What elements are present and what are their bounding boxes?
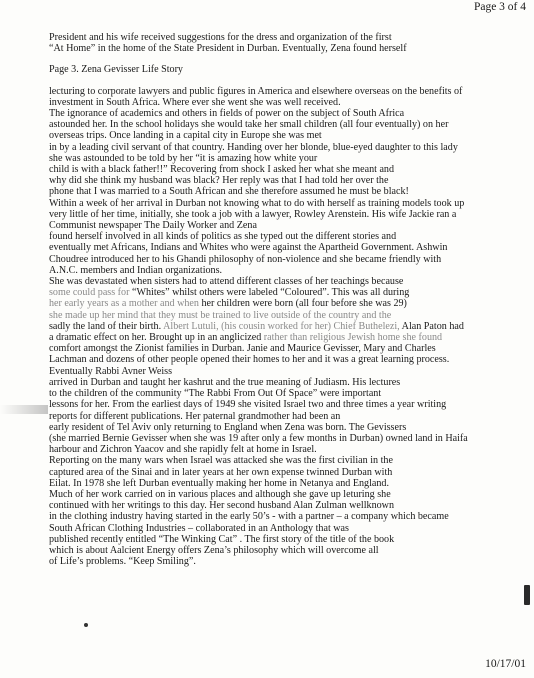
- body-line: child is with a black father!!” Recovering from shock I asked her what she meant and: [49, 164, 395, 176]
- text-segment: her children were born (all four before she was 29): [198, 298, 407, 310]
- body-line: Communist newspaper The Daily Worker and Zena: [49, 220, 257, 232]
- body-line: Choudree introduced her to his Ghandi philosophy of non-violence and she became friendly with: [49, 253, 442, 265]
- body-line: to the children of the community “The Rabbi From Out Of Space” were important: [49, 388, 382, 400]
- body-line: Within a week of her arrival in Durban not knowing what to do with herself as training models took up: [49, 197, 465, 209]
- body-line: very little of her time, initially, she took a job with a lawyer, Rowley Arenstein. His wife Jackie ran a: [49, 208, 457, 220]
- body-line: why did she think my husband was black? Her reply was that I had told her over the: [49, 175, 389, 187]
- faded-text-segment: some could pass for: [49, 287, 130, 299]
- body-line: Lachman and dozens of other people opened their homes to her and it was a great learning process.: [49, 354, 450, 366]
- text-segment: sadly the land of their birth.: [49, 320, 164, 332]
- body-line: (she married Bernie Gevisser when she was 19 after only a few months in Durban) owned land in Haifa: [49, 432, 468, 444]
- body-line: She was devastated when sisters had to attend different classes of her teachings because: [49, 276, 404, 288]
- faded-text-segment: her early years as a mother and when: [49, 298, 199, 310]
- body-line: early resident of Tel Aviv only returning to England when Zena was born. The Gevissers: [49, 421, 407, 433]
- body-line: published recently entitled “The Winking Cat” . The first story of the title of the book: [49, 533, 395, 545]
- scan-edge-mark: [524, 585, 530, 605]
- body-line: South African Clothing Industries – collaborated in an Anthology that was: [49, 522, 349, 534]
- section-title: Page 3. Zena Gevisser Life Story: [49, 64, 183, 76]
- body-line: continued with her writings to this day. Her second husband Alan Zulman wellknown: [49, 500, 394, 512]
- body-line: [49, 310, 529, 321]
- body-line: investment in South Africa. Where ever she went she was well received.: [49, 96, 341, 108]
- faded-text-segment: Albert Lutuli, (his cousin worked for her) Chief Buthelezi,: [163, 320, 400, 332]
- body-line: A.N.C. members and Indian organizations.: [49, 264, 223, 276]
- faded-text-segment: she made up her mind that they must be trained to live outside of the country and the: [49, 309, 392, 321]
- body-line: of Life’s problems. “Keep Smiling”.: [49, 556, 196, 568]
- body-line: which is about Aalcient Energy offers Zena’s philosophy which will overcome all: [49, 544, 379, 556]
- body-line: in by a leading civil servant of that country. Handing over her blonde, blue-eyed daughter to this lady: [49, 141, 458, 153]
- body-text: [49, 86, 529, 568]
- scan-speck: [84, 623, 88, 627]
- body-line: [49, 332, 529, 343]
- text-segment: “Whites” whilst others were labeled “Coloured”. This was all during: [129, 287, 410, 299]
- body-line: [49, 287, 529, 298]
- body-line: harbour and Zichron Yaacov and she rapidly felt at home in Israel.: [49, 444, 317, 456]
- body-line: [49, 298, 529, 309]
- body-line: Eventually Rabbi Avner Weiss: [49, 365, 173, 377]
- page-number: Page 3 of 4: [473, 1, 526, 13]
- body-line: Reporting on the many wars when Israel was attacked she was the first civilian in the: [49, 455, 393, 467]
- body-line: [49, 321, 529, 332]
- document-body: [49, 32, 529, 567]
- body-line: astounded her. In the school holidays she would take her small children (all four eventually) on her: [49, 119, 449, 131]
- body-line: overseas trips. Once landing in a capital city in Europe she was met: [49, 130, 322, 142]
- body-line: found herself involved in all kinds of politics as she typed out the different stories and: [49, 231, 397, 243]
- body-line: captured area of the Sinai and in later years at her own expense twinned Durban with: [49, 466, 393, 478]
- body-line: phone that I was married to a South African and she therefore assumed he must be black!: [49, 186, 409, 198]
- faded-text-segment: rather than religious Jewish home she found: [263, 332, 443, 344]
- body-line: Eilat. In 1978 she left Durban eventually making her home in Netanya and England.: [49, 477, 390, 489]
- body-line: The ignorance of academics and others in fields of power on the subject of South Africa: [49, 108, 405, 120]
- body-line: lecturing to corporate lawyers and public figures in America and elsewhere overseas on the benefits of: [49, 85, 463, 97]
- text-segment: a dramatic effect on her. Brought up in an anglicized: [49, 332, 264, 344]
- body-line: lessons for her. From the earliest days of 1949 she visited Israel two and three times a year writing: [49, 399, 447, 411]
- body-line: eventually met Africans, Indians and Whites who were against the Apartheid Government. Ashwin: [49, 242, 448, 254]
- intro-line: President and his wife received suggestions for the dress and organization of the first: [49, 32, 392, 43]
- body-line: reports for different publications. Her paternal grandmother had been an: [49, 410, 341, 422]
- text-segment: Alan Paton had: [399, 320, 464, 332]
- body-line: comfort amongst the Zionist families in Durban. Janie and Maurice Gevisser, Mary and Charles: [49, 343, 436, 355]
- body-line: Much of her work carried on in various places and although she gave up leturing she: [49, 488, 391, 500]
- body-line: she was astounded to be told by her “it is amazing how white your: [49, 152, 318, 164]
- body-line: in the clothing industry having started in the early 50’s - with a partner – a company which became: [49, 511, 449, 523]
- footer-date: 10/17/01: [485, 658, 526, 670]
- scan-smudge: [0, 405, 48, 414]
- body-line: arrived in Durban and taught her kashrut and the true meaning of Judiasm. His lectures: [49, 376, 401, 388]
- intro-line: “At Home” in the home of the State President in Durban. Eventually, Zena found herself: [49, 43, 407, 55]
